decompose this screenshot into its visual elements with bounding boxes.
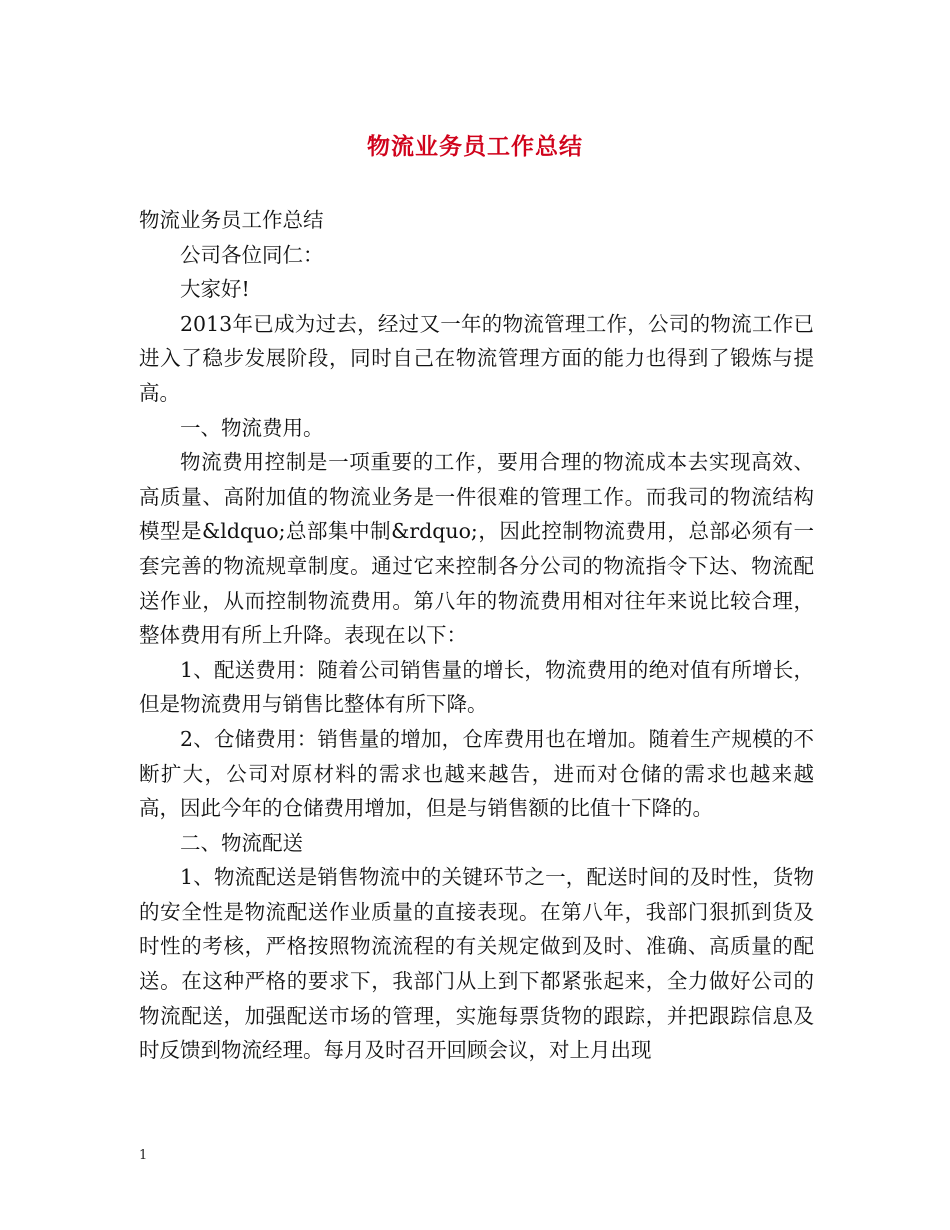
delivery-paragraph: 1、物流配送是销售物流中的关键环节之一，配送时间的及时性，货物的安全性是物流配送作业质量的直接表现。在第八年，我部门狠抓到货及时性的考核，严格按照物流流程的有关规定做到及时、准确、高质量的配送。在这种严格的要求下，我部门从上到下都紧张起来，全力做好公司的物流配送，加强配送市场的管理，实施每票货物的跟踪，并把跟踪信息及时反馈到物流经理。每月及时召开回顾会议，对上月出现 — [139, 865, 814, 1063]
section-heading-logistics-cost: 一、物流费用。 — [180, 415, 324, 440]
intro-paragraph: 2013年已成为过去，经过又一年的物流管理工作，公司的物流工作已进入了稳步发展阶段，同时自己在物流管理方面的能力也得到了锻炼与提高。 — [139, 311, 814, 405]
document-title: 物流业务员工作总结 — [367, 134, 583, 160]
body-heading: 物流业务员工作总结 — [139, 208, 324, 232]
page-number: 1 — [139, 1148, 148, 1163]
section-heading-logistics-delivery: 二、物流配送 — [180, 830, 303, 855]
logistics-cost-paragraph: 物流费用控制是一项重要的工作，要用合理的物流成本去实现高效、高质量、高附加值的物流业务是一件很难的管理工作。而我司的物流结构模型是&ldquo;总部集中制&rdquo;，因此控制物流费用，总部必须有一套完善的物流规章制度。通过它来控制各分公司的物流指令下达、物流配送作业，从而控制物流费用。第八年的物流费用相对往年来说比较合理，整体费用有所上升降。表现在以下： — [139, 450, 814, 648]
greeting: 大家好! — [180, 277, 250, 302]
salutation: 公司各位同仁： — [180, 242, 324, 267]
delivery-cost-paragraph: 1、配送费用：随着公司销售量的增长，物流费用的绝对值有所增长，但是物流费用与销售比整体有所下降。 — [139, 657, 814, 717]
storage-cost-paragraph: 2、仓储费用：销售量的增加，仓库费用也在增加。随着生产规模的不断扩大，公司对原材料的需求也越来越告，进而对仓储的需求也越来越高，因此今年的仓储费用增加，但是与销售额的比值十下降的。 — [139, 726, 814, 821]
document-body — [139, 203, 814, 1068]
